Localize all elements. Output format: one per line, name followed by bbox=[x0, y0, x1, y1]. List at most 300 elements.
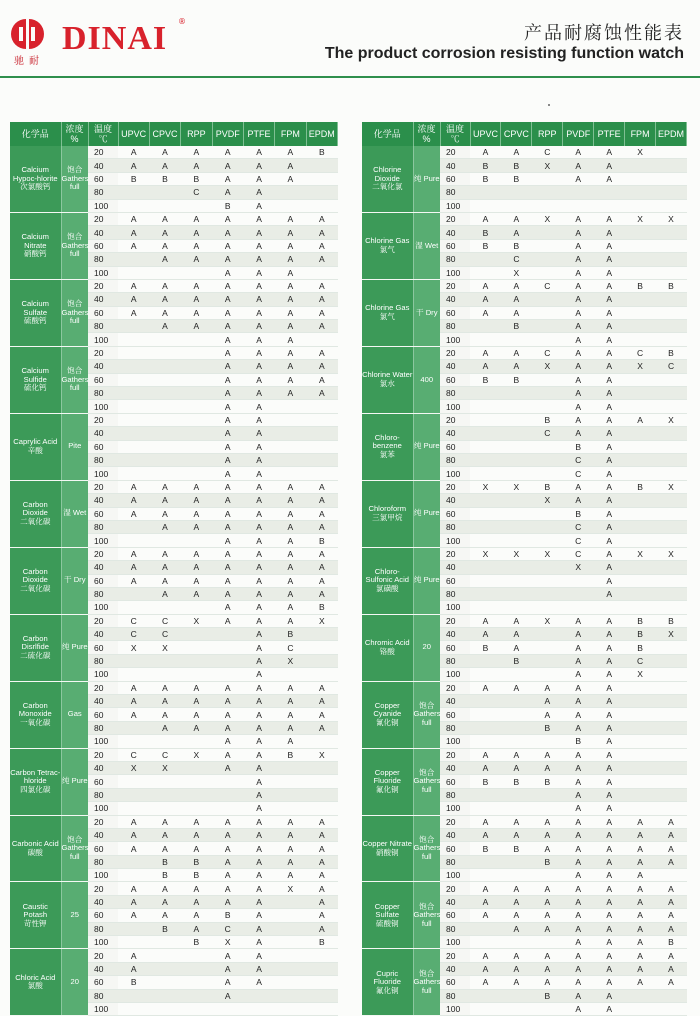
rating-cell bbox=[656, 520, 687, 533]
chemical-name-cn: 二硫化碳 bbox=[20, 650, 51, 660]
rating-cell bbox=[625, 574, 656, 587]
rating-cell: A bbox=[212, 601, 243, 614]
rating-cell bbox=[532, 172, 563, 185]
rating-cell: A bbox=[563, 373, 594, 386]
rating-cell bbox=[532, 520, 563, 533]
temperature-cell: 40 bbox=[440, 561, 470, 574]
temperature-cell: 100 bbox=[440, 534, 470, 547]
rating-cell: A bbox=[625, 815, 656, 828]
chemical-name-en: Cupric Fluoride bbox=[373, 968, 401, 987]
temperature-cell: 100 bbox=[440, 333, 470, 346]
rating-cell: A bbox=[532, 976, 563, 989]
temperature-cell: 80 bbox=[440, 387, 470, 400]
rating-cell: A bbox=[306, 547, 337, 560]
rating-cell bbox=[306, 962, 337, 975]
concentration-cell: 饱合 Gathers full bbox=[413, 949, 440, 1016]
rating-cell: A bbox=[470, 828, 501, 841]
page-title-chinese: 产品耐腐蚀性能表 bbox=[524, 23, 684, 44]
rating-cell: A bbox=[212, 159, 243, 172]
rating-cell: A bbox=[181, 480, 212, 493]
rating-cell: A bbox=[243, 494, 274, 507]
rating-cell: A bbox=[656, 962, 687, 975]
rating-cell bbox=[118, 400, 149, 413]
rating-cell: X bbox=[532, 360, 563, 373]
temperature-cell: 40 bbox=[88, 695, 118, 708]
rating-cell bbox=[470, 869, 501, 882]
rating-cell bbox=[532, 601, 563, 614]
rating-cell: A bbox=[275, 681, 306, 694]
rating-cell bbox=[149, 387, 180, 400]
rating-cell bbox=[306, 199, 337, 212]
rating-cell bbox=[501, 453, 532, 466]
temperature-cell: 20 bbox=[88, 279, 118, 292]
corrosion-table-right bbox=[362, 122, 687, 1016]
rating-cell: A bbox=[212, 815, 243, 828]
rating-cell bbox=[275, 1003, 306, 1016]
rating-cell: A bbox=[306, 895, 337, 908]
rating-cell bbox=[532, 654, 563, 667]
rating-cell bbox=[470, 922, 501, 935]
chemical-name-en: Chlorine Water bbox=[362, 370, 413, 380]
temperature-cell: 20 bbox=[88, 748, 118, 761]
rating-cell: A bbox=[149, 494, 180, 507]
rating-cell bbox=[306, 735, 337, 748]
table-body bbox=[10, 146, 338, 1016]
rating-cell: A bbox=[275, 520, 306, 533]
chemical-name-cell bbox=[362, 413, 413, 480]
rating-cell: A bbox=[212, 721, 243, 734]
rating-cell: A bbox=[563, 695, 594, 708]
rating-cell bbox=[181, 802, 212, 815]
rating-cell: A bbox=[470, 360, 501, 373]
temperature-cell: 100 bbox=[440, 936, 470, 949]
rating-cell: C bbox=[501, 253, 532, 266]
rating-cell: A bbox=[594, 520, 625, 533]
rating-cell: B bbox=[501, 373, 532, 386]
rating-cell: B bbox=[470, 775, 501, 788]
rating-cell: A bbox=[243, 748, 274, 761]
rating-cell bbox=[501, 601, 532, 614]
rating-cell: A bbox=[149, 587, 180, 600]
rating-cell: B bbox=[656, 614, 687, 627]
rating-cell: B bbox=[563, 507, 594, 520]
rating-cell: A bbox=[594, 293, 625, 306]
rating-cell bbox=[625, 226, 656, 239]
rating-cell bbox=[149, 427, 180, 440]
chemical-name-en: Calcium Nitrate bbox=[21, 232, 49, 250]
rating-cell bbox=[625, 561, 656, 574]
rating-cell bbox=[625, 293, 656, 306]
chemical-name-cn: 氰化铜 bbox=[375, 717, 399, 727]
rating-cell: A bbox=[594, 708, 625, 721]
rating-cell: B bbox=[470, 172, 501, 185]
temperature-cell: 20 bbox=[440, 279, 470, 292]
rating-cell: A bbox=[594, 748, 625, 761]
rating-cell bbox=[275, 909, 306, 922]
rating-cell: B bbox=[212, 199, 243, 212]
rating-cell bbox=[275, 427, 306, 440]
rating-cell bbox=[118, 922, 149, 935]
rating-cell bbox=[181, 628, 212, 641]
rating-cell bbox=[118, 266, 149, 279]
temperature-cell: 40 bbox=[88, 159, 118, 172]
rating-cell bbox=[470, 186, 501, 199]
temperature-cell: 100 bbox=[88, 936, 118, 949]
rating-cell bbox=[181, 735, 212, 748]
rating-cell: A bbox=[243, 882, 274, 895]
rating-cell: A bbox=[275, 146, 306, 159]
rating-cell: A bbox=[149, 815, 180, 828]
rating-cell bbox=[275, 761, 306, 774]
rating-cell: A bbox=[306, 869, 337, 882]
temperature-cell: 80 bbox=[88, 855, 118, 868]
chemical-name-cell bbox=[10, 882, 61, 949]
rating-cell: A bbox=[306, 561, 337, 574]
temperature-cell: 100 bbox=[440, 601, 470, 614]
rating-cell: A bbox=[563, 668, 594, 681]
rating-cell: C bbox=[118, 614, 149, 627]
rating-cell: A bbox=[306, 922, 337, 935]
table-header-row bbox=[10, 122, 338, 146]
rating-cell: A bbox=[594, 654, 625, 667]
chemical-name-cell bbox=[362, 480, 413, 547]
temperature-cell: 60 bbox=[88, 239, 118, 252]
concentration-cell: 纯 Pure bbox=[413, 547, 440, 614]
chemical-name-cell bbox=[10, 279, 61, 346]
rating-cell bbox=[656, 239, 687, 252]
rating-cell: A bbox=[181, 882, 212, 895]
rating-cell bbox=[181, 199, 212, 212]
rating-cell: A bbox=[275, 507, 306, 520]
rating-cell: A bbox=[594, 574, 625, 587]
rating-cell: A bbox=[149, 520, 180, 533]
table-row bbox=[362, 212, 687, 225]
rating-cell: B bbox=[149, 855, 180, 868]
temperature-cell: 80 bbox=[440, 253, 470, 266]
rating-cell: A bbox=[594, 360, 625, 373]
rating-cell bbox=[625, 494, 656, 507]
rating-cell: C bbox=[625, 346, 656, 359]
rating-cell: B bbox=[181, 855, 212, 868]
rating-cell: A bbox=[563, 159, 594, 172]
rating-cell: A bbox=[306, 855, 337, 868]
rating-cell: A bbox=[563, 172, 594, 185]
rating-cell: A bbox=[212, 507, 243, 520]
temperature-cell: 100 bbox=[440, 266, 470, 279]
rating-cell: A bbox=[181, 226, 212, 239]
rating-cell: A bbox=[212, 869, 243, 882]
rating-cell bbox=[501, 387, 532, 400]
rating-cell bbox=[625, 186, 656, 199]
rating-cell: A bbox=[149, 895, 180, 908]
temperature-cell: 80 bbox=[88, 520, 118, 533]
rating-cell: A bbox=[118, 239, 149, 252]
temperature-cell: 60 bbox=[440, 172, 470, 185]
rating-cell bbox=[149, 654, 180, 667]
rating-cell: A bbox=[470, 293, 501, 306]
temperature-cell: 80 bbox=[440, 855, 470, 868]
chemical-name-cn: 碳酸 bbox=[27, 847, 43, 857]
rating-cell: A bbox=[181, 520, 212, 533]
rating-cell: X bbox=[118, 641, 149, 654]
rating-cell bbox=[149, 1003, 180, 1016]
rating-cell bbox=[275, 895, 306, 908]
page-header bbox=[0, 0, 700, 80]
rating-cell: A bbox=[243, 427, 274, 440]
rating-cell bbox=[118, 601, 149, 614]
rating-cell: C bbox=[563, 534, 594, 547]
rating-cell bbox=[625, 159, 656, 172]
rating-cell: A bbox=[275, 574, 306, 587]
rating-cell: A bbox=[625, 842, 656, 855]
rating-cell: X bbox=[275, 882, 306, 895]
temperature-cell: 40 bbox=[440, 895, 470, 908]
rating-cell: B bbox=[656, 936, 687, 949]
rating-cell: A bbox=[563, 253, 594, 266]
rating-cell bbox=[656, 989, 687, 1002]
rating-cell bbox=[306, 172, 337, 185]
rating-cell: B bbox=[118, 976, 149, 989]
rating-cell bbox=[656, 735, 687, 748]
rating-cell: X bbox=[470, 480, 501, 493]
rating-cell: B bbox=[501, 239, 532, 252]
rating-cell bbox=[275, 413, 306, 426]
chemical-name-en: Carbonic Acid bbox=[11, 838, 59, 848]
rating-cell: A bbox=[181, 708, 212, 721]
rating-cell bbox=[625, 587, 656, 600]
rating-cell bbox=[501, 520, 532, 533]
rating-cell: A bbox=[563, 909, 594, 922]
rating-cell bbox=[625, 199, 656, 212]
temperature-cell: 40 bbox=[440, 226, 470, 239]
rating-cell: A bbox=[212, 212, 243, 225]
temperature-cell: 60 bbox=[88, 641, 118, 654]
rating-cell: X bbox=[625, 146, 656, 159]
temperature-cell: 20 bbox=[440, 346, 470, 359]
rating-cell bbox=[625, 721, 656, 734]
rating-cell: A bbox=[594, 614, 625, 627]
rating-cell: A bbox=[118, 828, 149, 841]
rating-cell bbox=[656, 159, 687, 172]
rating-cell: A bbox=[243, 186, 274, 199]
rating-cell bbox=[181, 453, 212, 466]
rating-cell: A bbox=[212, 266, 243, 279]
rating-cell: A bbox=[149, 882, 180, 895]
rating-cell: A bbox=[212, 681, 243, 694]
rating-cell bbox=[501, 467, 532, 480]
rating-cell bbox=[501, 721, 532, 734]
rating-cell: A bbox=[306, 815, 337, 828]
rating-cell: A bbox=[656, 882, 687, 895]
rating-cell: A bbox=[594, 587, 625, 600]
rating-cell: A bbox=[470, 949, 501, 962]
rating-cell: A bbox=[243, 842, 274, 855]
concentration-cell: Gas bbox=[61, 681, 88, 748]
rating-cell bbox=[212, 668, 243, 681]
chemical-name-cn: 氟化铜 bbox=[375, 985, 399, 995]
column-header: EPDM bbox=[656, 122, 687, 146]
rating-cell: C bbox=[181, 186, 212, 199]
rating-cell: A bbox=[563, 333, 594, 346]
temperature-cell: 80 bbox=[88, 587, 118, 600]
table-row bbox=[362, 279, 687, 292]
rating-cell: A bbox=[306, 293, 337, 306]
rating-cell bbox=[306, 467, 337, 480]
rating-cell bbox=[149, 266, 180, 279]
rating-cell bbox=[118, 668, 149, 681]
rating-cell: A bbox=[118, 547, 149, 560]
rating-cell bbox=[181, 373, 212, 386]
rating-cell bbox=[306, 989, 337, 1002]
rating-cell bbox=[118, 989, 149, 1002]
header-divider bbox=[0, 76, 700, 78]
rating-cell: A bbox=[594, 949, 625, 962]
rating-cell: A bbox=[501, 146, 532, 159]
rating-cell: A bbox=[563, 279, 594, 292]
rating-cell bbox=[532, 186, 563, 199]
rating-cell: A bbox=[563, 775, 594, 788]
rating-cell: A bbox=[243, 614, 274, 627]
rating-cell bbox=[532, 936, 563, 949]
temperature-cell: 40 bbox=[440, 628, 470, 641]
rating-cell bbox=[656, 146, 687, 159]
rating-cell bbox=[625, 400, 656, 413]
rating-cell bbox=[149, 534, 180, 547]
rating-cell bbox=[501, 695, 532, 708]
rating-cell: A bbox=[243, 869, 274, 882]
rating-cell: A bbox=[306, 212, 337, 225]
rating-cell bbox=[243, 989, 274, 1002]
rating-cell bbox=[118, 440, 149, 453]
rating-cell: C bbox=[625, 654, 656, 667]
chemical-name-en: Carbon Disrlfide bbox=[21, 633, 49, 652]
chemical-name-en: Chlorine Gas bbox=[365, 303, 410, 313]
temperature-cell: 80 bbox=[88, 788, 118, 801]
temperature-cell: 40 bbox=[440, 695, 470, 708]
rating-cell: A bbox=[563, 989, 594, 1002]
column-header: CPVC bbox=[149, 122, 180, 146]
rating-cell: A bbox=[594, 1003, 625, 1016]
chemical-name-cell bbox=[362, 212, 413, 279]
rating-cell: A bbox=[563, 387, 594, 400]
temperature-cell: 40 bbox=[88, 293, 118, 306]
rating-cell: A bbox=[501, 748, 532, 761]
temperature-cell: 80 bbox=[440, 587, 470, 600]
rating-cell bbox=[470, 601, 501, 614]
rating-cell bbox=[275, 400, 306, 413]
rating-cell: C bbox=[532, 279, 563, 292]
rating-cell bbox=[149, 333, 180, 346]
rating-cell: A bbox=[118, 306, 149, 319]
rating-cell: C bbox=[563, 453, 594, 466]
rating-cell: A bbox=[594, 962, 625, 975]
rating-cell: A bbox=[594, 628, 625, 641]
rating-cell bbox=[275, 962, 306, 975]
rating-cell: A bbox=[212, 480, 243, 493]
rating-cell bbox=[181, 1003, 212, 1016]
rating-cell: B bbox=[625, 480, 656, 493]
chemical-name-cell bbox=[10, 949, 61, 1016]
rating-cell bbox=[118, 855, 149, 868]
rating-cell bbox=[532, 400, 563, 413]
rating-cell: A bbox=[501, 909, 532, 922]
rating-cell bbox=[470, 494, 501, 507]
rating-cell bbox=[306, 413, 337, 426]
rating-cell: B bbox=[212, 909, 243, 922]
rating-cell: B bbox=[306, 601, 337, 614]
rating-cell: B bbox=[563, 735, 594, 748]
rating-cell bbox=[563, 587, 594, 600]
rating-cell: A bbox=[181, 239, 212, 252]
rating-cell: A bbox=[306, 842, 337, 855]
rating-cell: A bbox=[243, 949, 274, 962]
rating-cell: A bbox=[181, 547, 212, 560]
rating-cell: A bbox=[470, 976, 501, 989]
concentration-cell: Pite bbox=[61, 413, 88, 480]
rating-cell bbox=[118, 534, 149, 547]
rating-cell bbox=[532, 266, 563, 279]
rating-cell bbox=[149, 735, 180, 748]
temperature-cell: 60 bbox=[88, 574, 118, 587]
rating-cell bbox=[306, 668, 337, 681]
rating-cell bbox=[470, 400, 501, 413]
temperature-cell: 40 bbox=[440, 360, 470, 373]
rating-cell: A bbox=[594, 561, 625, 574]
rating-cell: A bbox=[594, 159, 625, 172]
rating-cell: A bbox=[470, 146, 501, 159]
rating-cell: A bbox=[118, 882, 149, 895]
rating-cell: B bbox=[470, 159, 501, 172]
rating-cell bbox=[149, 373, 180, 386]
rating-cell: A bbox=[594, 534, 625, 547]
rating-cell: A bbox=[563, 614, 594, 627]
chemical-name-cn: 氯气 bbox=[379, 311, 395, 321]
rating-cell: A bbox=[243, 788, 274, 801]
rating-cell bbox=[501, 735, 532, 748]
rating-cell: A bbox=[212, 333, 243, 346]
chemical-name-cell bbox=[362, 949, 413, 1016]
rating-cell: A bbox=[501, 614, 532, 627]
chemical-name-cn: 铬酸 bbox=[379, 646, 395, 656]
rating-cell bbox=[212, 628, 243, 641]
rating-cell: B bbox=[306, 936, 337, 949]
chemical-name-en: Chloro-benzene bbox=[372, 432, 402, 451]
rating-cell: A bbox=[149, 547, 180, 560]
rating-cell: X bbox=[149, 641, 180, 654]
rating-cell bbox=[656, 253, 687, 266]
rating-cell: B bbox=[563, 440, 594, 453]
rating-cell: A bbox=[501, 212, 532, 225]
rating-cell: X bbox=[625, 212, 656, 225]
rating-cell: A bbox=[470, 212, 501, 225]
chemical-name-cn: 氯苯 bbox=[379, 450, 395, 460]
rating-cell bbox=[501, 668, 532, 681]
rating-cell bbox=[501, 574, 532, 587]
rating-cell: X bbox=[532, 547, 563, 560]
rating-cell: A bbox=[212, 614, 243, 627]
rating-cell: A bbox=[243, 976, 274, 989]
rating-cell: C bbox=[118, 628, 149, 641]
rating-cell: A bbox=[212, 695, 243, 708]
rating-cell bbox=[501, 989, 532, 1002]
rating-cell bbox=[532, 387, 563, 400]
rating-cell bbox=[532, 668, 563, 681]
temperature-cell: 100 bbox=[440, 1003, 470, 1016]
rating-cell bbox=[181, 534, 212, 547]
rating-cell bbox=[306, 802, 337, 815]
rating-cell: X bbox=[532, 494, 563, 507]
column-header: 温度 ℃ bbox=[440, 122, 470, 146]
